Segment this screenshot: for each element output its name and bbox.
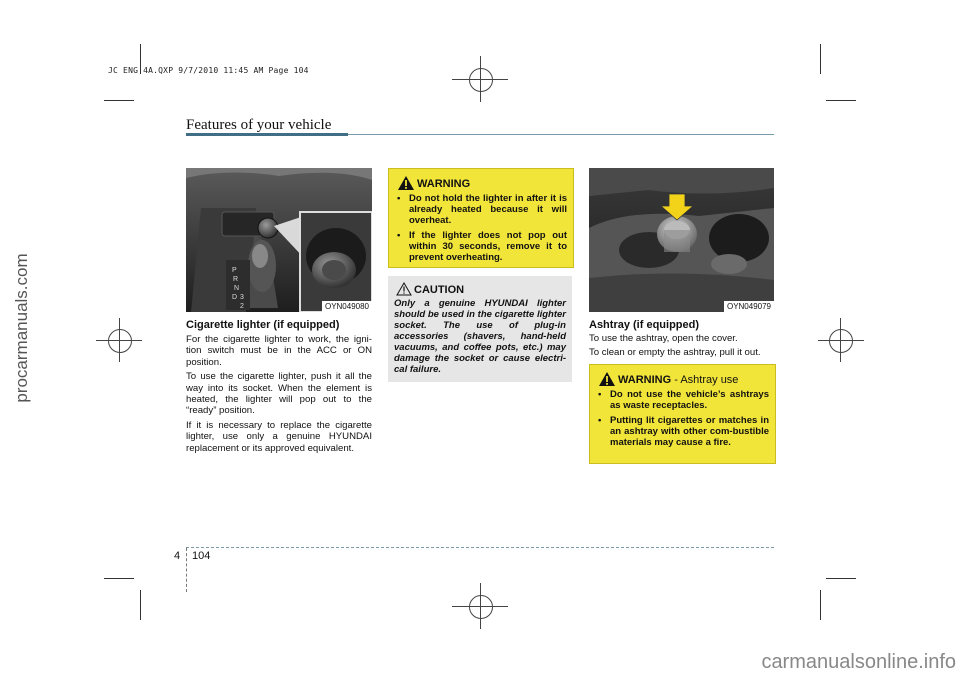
photo-code: OYN049080 bbox=[322, 301, 372, 312]
cigarette-lighter-photo bbox=[186, 168, 372, 312]
caution-triangle-icon bbox=[396, 282, 412, 296]
paragraph: To use the ashtray, open the cover. bbox=[589, 333, 738, 344]
warning-title-main: WARNING bbox=[618, 374, 672, 386]
registration-mark-right bbox=[840, 318, 841, 362]
ashtray-photo bbox=[589, 168, 774, 312]
warning-triangle-icon bbox=[598, 371, 616, 387]
crop-mark bbox=[820, 44, 821, 74]
footer-rule bbox=[186, 547, 774, 548]
section-header: Features of your vehicle bbox=[186, 117, 332, 133]
warning-subtitle: - Ashtray use bbox=[671, 374, 739, 386]
warning-item: • Putting lit cigarettes or matches in an ashtray with other com-bustible materials may cause a fire. bbox=[596, 415, 769, 448]
warning-title bbox=[618, 374, 738, 386]
caution-text: Only a genuine HYUNDAI lighter should be used in the cigarette lighter socket. The use of plug-in accessories (shavers, hand-held vacuums, and coffee pots, etc.) may damage the socket or cause electri-cal failure. bbox=[394, 298, 566, 375]
registration-mark-top bbox=[469, 68, 493, 92]
shifter-letter: D bbox=[232, 294, 238, 301]
registration-mark-top bbox=[480, 56, 481, 102]
paragraph: For the cigarette lighter to work, the igni-tion switch must be in the ACC or ON position. bbox=[186, 334, 372, 368]
side-watermark: procarmanuals.com bbox=[12, 253, 31, 403]
ashtray-body bbox=[589, 333, 774, 362]
registration-mark-left bbox=[119, 318, 120, 362]
ashtray-illustration bbox=[589, 168, 774, 312]
chapter-number: 4 bbox=[174, 550, 181, 562]
header-rule bbox=[186, 133, 348, 136]
warning-list bbox=[395, 193, 567, 267]
page-number: 104 bbox=[192, 550, 211, 562]
crop-mark bbox=[104, 578, 134, 579]
warning-title: WARNING bbox=[417, 178, 471, 190]
crop-mark bbox=[140, 590, 141, 620]
registration-mark-bottom bbox=[469, 595, 493, 619]
shifter-letter: 2 bbox=[240, 303, 244, 310]
caution-title: CAUTION bbox=[414, 284, 465, 296]
caution-box bbox=[388, 276, 572, 382]
crop-mark bbox=[104, 100, 134, 101]
registration-mark-right bbox=[818, 340, 864, 341]
shifter-letter: N bbox=[234, 285, 240, 292]
registration-mark-left bbox=[108, 329, 132, 353]
lighter-heading: Cigarette lighter (if equipped) bbox=[186, 319, 340, 331]
paragraph: To use the cigarette lighter, push it all the way into its socket. When the element is heated, the lighter will pop out to the “ready” position. bbox=[186, 371, 372, 417]
shifter-letter: 3 bbox=[240, 294, 244, 301]
lighter-body bbox=[186, 334, 372, 457]
shifter-letter: P bbox=[232, 267, 237, 274]
shifter-letter: R bbox=[233, 276, 239, 283]
header-rule-thin bbox=[348, 134, 774, 135]
cigarette-lighter-illustration bbox=[186, 168, 372, 312]
ashtray-warning-box bbox=[589, 364, 776, 464]
crop-mark bbox=[820, 590, 821, 620]
ashtray-heading: Ashtray (if equipped) bbox=[589, 319, 700, 331]
photo-code: OYN049079 bbox=[724, 301, 774, 312]
warning-list bbox=[596, 389, 769, 452]
bottom-watermark: carmanualsonline.info bbox=[761, 651, 956, 673]
warning-item: • If the lighter does not pop out within 30 seconds, remove it to prevent overheating. bbox=[395, 230, 567, 263]
registration-mark-right bbox=[829, 329, 853, 353]
paragraph: To clean or empty the ashtray, pull it out. bbox=[589, 347, 761, 359]
warning-item: • Do not use the vehicle’s ashtrays as waste receptacles. bbox=[596, 389, 769, 411]
warning-box bbox=[388, 168, 574, 268]
crop-mark bbox=[826, 578, 856, 579]
footer-separator bbox=[186, 548, 188, 592]
crop-mark bbox=[826, 100, 856, 101]
print-header: JC ENG 4A.QXP 9/7/2010 11:45 AM Page 104 bbox=[108, 66, 309, 75]
warning-item: • Do not hold the lighter in after it is already heated because it will overheat. bbox=[395, 193, 567, 226]
paragraph: If it is necessary to replace the cigarette lighter, use only a genuine HYUNDAI replacement or its approved equivalent. bbox=[186, 419, 372, 454]
warning-triangle-icon bbox=[397, 175, 415, 191]
registration-mark-bottom bbox=[480, 583, 481, 629]
